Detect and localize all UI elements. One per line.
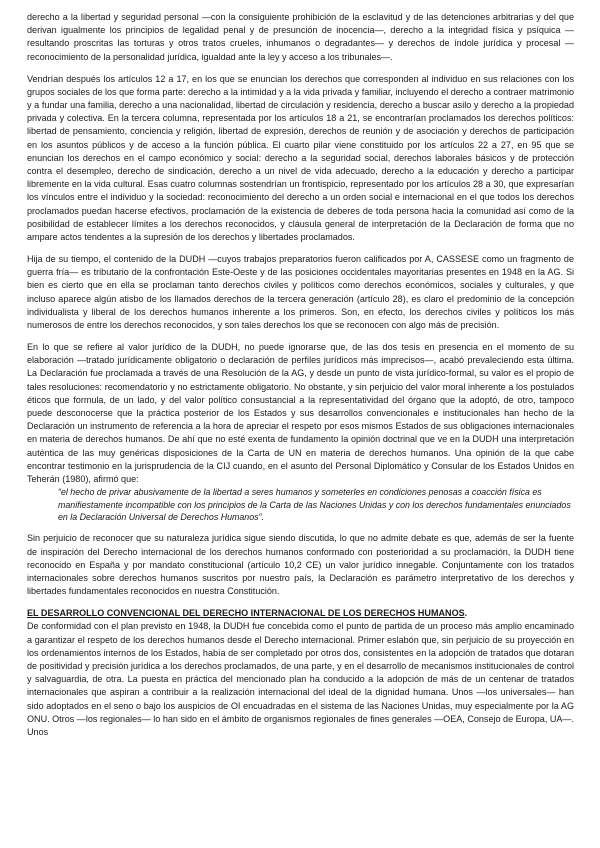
paragraph-historical-context: Hija de su tiempo, el contenido de la DUDH —cuyos trabajos preparatorios fueron calificados por A, CASSESE como un fragmento de guerra fría— es tributario de la confrontación Este-Oeste y de las posiciones occidentales mayoritarias presentes en 1948 en la AG. Si bien es cierto que en ella se proclaman tanto derechos civiles y políticos como derechos económicos, sociales y culturales, y que incluso aparece algún atisbo de los llamados derechos de la tercera generación (artículo 28), es claro el predominio de la concepción individualista y liberal de los derechos humanos inherente a los primeros. Son, en efecto, los derechos civiles y políticos los más numerosos de entre los derechos reconocidos, y son tales derechos los que se reconocen con algo más de precisión. [27, 254, 574, 331]
section-heading-text: EL DESARROLLO CONVENCIONAL DEL DERECHO INTERNACIONAL DE LOS DERECHOS HUMANOS [27, 608, 465, 619]
section-heading [27, 607, 574, 620]
paragraph-rights-liberty: derecho a la libertad y seguridad personal —con la consiguiente prohibición de la esclavitud y de las detenciones arbitrarias y del que derivan igualmente los principios de legalidad penal y de presunción de inocencia—, derecho a la integridad física y psíquica —resultando proscritas las torturas y otros tratos crueles, inhumanos o degradantes— y derechos de índole jurídica y procesal —reconocimiento de la personalidad jurídica, igualdad ante la ley y acceso a los tribunales—. [27, 12, 574, 62]
paragraph-four-pillars: Vendrían después los artículos 12 a 17, en los que se enuncian los derechos que corresponden al individuo en sus relaciones con los grupos sociales de los que forma parte: derecho a la intimidad y a la vida privada y familiar, incluyendo el derecho a contraer matrimonio y a fundar una familia, derecho a una nacionalidad, libertad de circulación y residencia, derecho a buscar asilo y derecho a la propiedad privada y colectiva. En la tercera columna, representada por los artículos 18 a 21, se encontrarían proclamados los derechos políticos: libertad de pensamiento, conciencia y religión, libertad de expresión, derechos de reunión y de asociación y derechos de participación en los asuntos públicos y de acceso a la función pública. El cuarto pilar viene constituido por los artículos 22 a 27, en 95 que se enuncian los derechos en el campo económico y social: derecho a la seguridad social, derechos laborales básicos y de protección contra el desempleo, derecho de sindicación, derecho a un nivel de vida adecuado, derecho a la educación y derecho a participar libremente en la vida cultural. Esas cuatro columnas sostendrían un frontispicio, representado por los artículos 28 a 30, que expresarían los vínculos entre el individuo y la sociedad: reconocimiento del derecho a un orden social e internacional en el que todos los derechos proclamados puedan hacerse efectivos, proclamación de la existencia de deberes de toda persona hacia la comunidad así como de la posibilidad de establecer límites a los derechos reconocidos, y cláusula general de interpretación de la Declaración de forma que no ampare actos tendentes a la supresión de los derechos y libertades proclamados. [27, 73, 574, 243]
paragraph-conventional-development: De conformidad con el plan previsto en 1948, la DUDH fue concebida como el punto de partida de un proceso más amplio encaminado a garantizar el respeto de los derechos humanos desde el Derecho internacional. Primer eslabón que, sin perjuicio de su proyección en los ordenamientos internos de los Estados, había de ser completado por otros dos, consistentes en la adopción de tratados que dotaran de positividad y precisión jurídica a los derechos proclamados, de una parte, y en el desarrollo de mecanismos institucionales de control y salvaguardia, de otra. La puesta en práctica del mencionado plan ha conducido a la adopción de más de un centenar de tratados internacionales que aspiran a contribuir a la realización internacional del ideal de la dignidad humana. Unos —los universales— han sido adoptados en el seno o bajo los auspicios de OI encuadradas en el sistema de las Naciones Unidas, muy especialmente por la AG ONU. Otros —los regionales— lo han sido en el ámbito de organismos regionales de fines generales —OEA, Consejo de Europa, UA—. Unos [27, 621, 574, 737]
icj-quote: “el hecho de privar abusivamente de la libertad a seres humanos y someterles en condiciones penosas a coacción física es manifiestamente incompatible con los principios de la Carta de las Naciones Unidas y con los derechos fundamentales enunciados en la Declaración Universal de Derechos Humanos”. [58, 487, 571, 523]
paragraph-spain-constitution: Sin perjuicio de reconocer que su naturaleza jurídica sigue siendo discutida, lo que no admite debate es que, además de ser la fuente de inspiración del Derecho internacional de los derechos humanos conformado con posterioridad a su proclamación, la DUDH tiene reconocido en España y por mandato constitucional (artículo 10,2 CE) un valor jurídico innegable. Conjuntamente con los tratados internacionales sobre derechos humanos suscritos por nuestro país, la Declaración es parámetro interpretativo de los derechos y libertades fundamentales reconocidos en nuestra Constitución. [27, 533, 574, 597]
section-heading-period: . [464, 608, 468, 619]
paragraph-legal-value: En lo que se refiere al valor jurídico de la DUDH, no puede ignorarse que, de las dos tesis en presencia en el momento de su elaboración —tratado jurídicamente obligatorio o declaración de perfiles jurídicos más imprecisos—, acabó prevaleciendo esta última. La Declaración fue proclamada a través de una Resolución de la AG, y desde un punto de vista jurídico-formal, su valor es el propio de tales resoluciones: recomendatorio y no estrictamente obligatorio. No obstante, y sin perjuicio del valor moral inherente a los postulados éticos que formula, de un lado, y del valor político consustancial a la representatividad del órgano que la adoptó, de otro, tampoco puede desconocerse que la práctica posterior de los Estados y sus desarrollos convencionales e institucionales han hecho de la Declaración un instrumento de referencia a la hora de apreciar el respeto por esos mismos Estados de sus obligaciones internacionales en materia de derechos humanos. De ahí que no esté exenta de fundamento la opinión doctrinal que ve en la DUDH una interpretación auténtica de las muy genéricas disposiciones de la Carta de UN en materia de derechos humanos. Una opinión de la que cabe encontrar testimonio en la jurisprudencia de la CIJ cuando, en el asunto del Personal Diplomático y Consular de los Estados Unidos en Teherán (1980), afirmó que: [27, 342, 574, 485]
